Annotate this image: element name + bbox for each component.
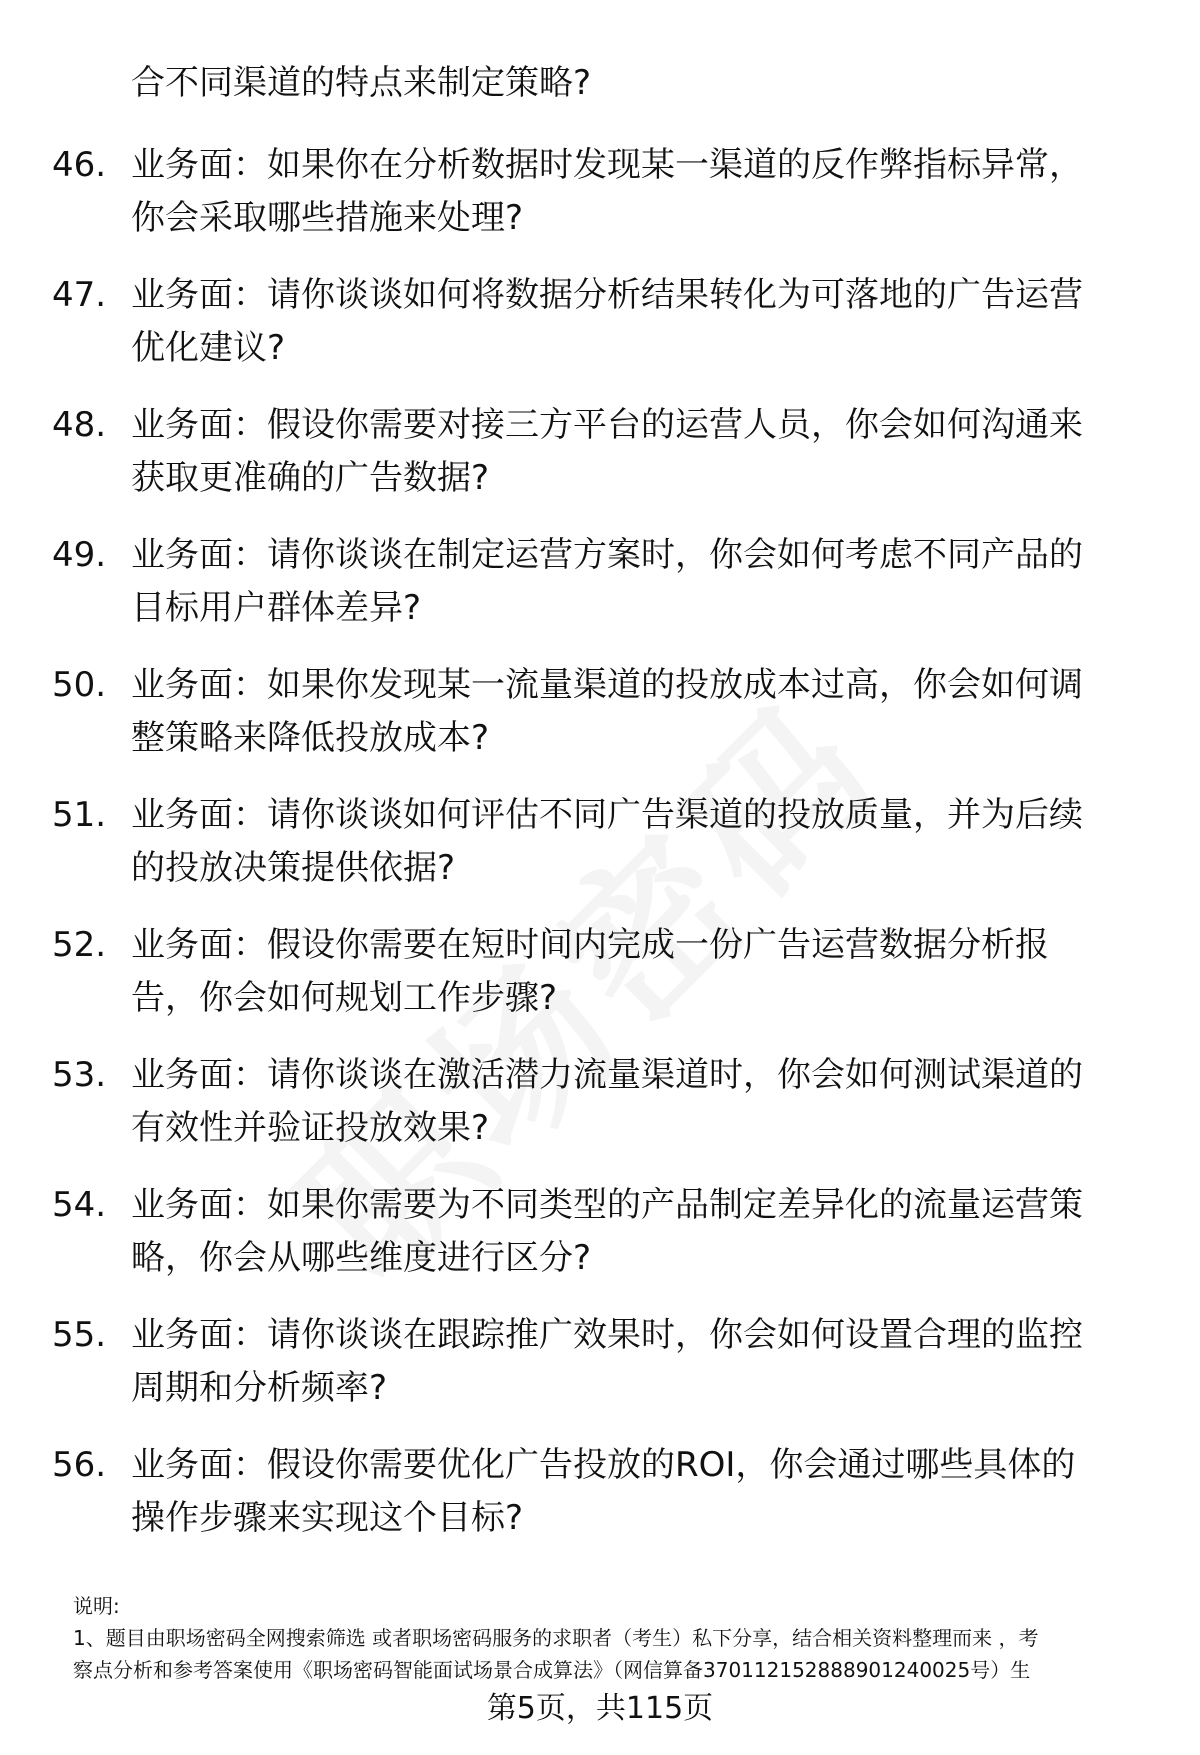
question-text-line: 周期和分析频率? (131, 1368, 388, 1408)
list-item (0, 1310, 1200, 1419)
list-item (0, 1180, 1200, 1289)
question-text-line: 告，你会如何规划工作步骤? (131, 978, 558, 1018)
page-number-footer: 第5页，共115页 (486, 1691, 714, 1726)
question-text-line: 目标用户群体差异? (131, 588, 422, 628)
question-number: 52. (52, 925, 107, 965)
notes-heading: 说明: (73, 1594, 120, 1618)
list-item (0, 660, 1200, 769)
question-number: 56. (52, 1445, 107, 1485)
question-number: 54. (52, 1185, 107, 1225)
question-number: 51. (52, 795, 107, 835)
question-number: 46. (52, 145, 107, 185)
question-text-line: 业务面：请你谈谈在激活潜力流量渠道时，你会如何测试渠道的 (131, 1055, 1083, 1095)
question-number: 53. (52, 1055, 107, 1095)
list-item (0, 1050, 1200, 1159)
question-text-line: 有效性并验证投放效果? (131, 1108, 490, 1148)
question-text-line: 业务面：假设你需要在短时间内完成一份广告运营数据分析报 (131, 925, 1049, 965)
notes-section (73, 1590, 1163, 1686)
list-item (0, 140, 1200, 249)
notes-line: 察点分析和参考答案使用《职场密码智能面试场景合成算法》（网信算备370112152888901240025号）生 (73, 1658, 1031, 1682)
question-text-line: 整策略来降低投放成本? (131, 718, 490, 758)
question-number: 50. (52, 665, 107, 705)
question-text-line: 业务面：请你谈谈如何将数据分析结果转化为可落地的广告运营 (131, 275, 1083, 315)
question-text-line: 业务面：请你谈谈如何评估不同广告渠道的投放质量，并为后续 (131, 795, 1083, 835)
question-text-line: 业务面：如果你需要为不同类型的产品制定差异化的流量运营策 (131, 1185, 1083, 1225)
list-item (0, 530, 1200, 639)
question-text-line: 业务面：假设你需要优化广告投放的ROI，你会通过哪些具体的 (131, 1445, 1076, 1485)
continuation-line: 合不同渠道的特点来制定策略? (131, 63, 592, 103)
question-text-line: 获取更准确的广告数据? (131, 458, 490, 498)
list-item (0, 270, 1200, 379)
question-number: 48. (52, 405, 107, 445)
question-text-line: 优化建议? (131, 328, 286, 368)
list-item (0, 920, 1200, 1029)
question-number: 47. (52, 275, 107, 315)
question-text-line: 业务面：如果你发现某一流量渠道的投放成本过高，你会如何调 (131, 665, 1083, 705)
question-text-line: 业务面：请你谈谈在制定运营方案时，你会如何考虑不同产品的 (131, 535, 1083, 575)
question-text-line: 业务面：如果你在分析数据时发现某一渠道的反作弊指标异常， (131, 145, 1083, 185)
list-item (0, 400, 1200, 509)
question-list (0, 140, 1200, 1570)
list-item (0, 1440, 1200, 1549)
question-number: 49. (52, 535, 107, 575)
question-text-line: 业务面：请你谈谈在跟踪推广效果时，你会如何设置合理的监控 (131, 1315, 1083, 1355)
question-text-line: 的投放决策提供依据? (131, 848, 456, 888)
notes-line: 1、题目由职场密码全网搜索筛选 或者职场密码服务的求职者（考生）私下分享，结合相关资料整理而来 ，考 (73, 1626, 1039, 1650)
question-text-line: 操作步骤来实现这个目标? (131, 1498, 524, 1538)
question-number: 55. (52, 1315, 107, 1355)
list-item (0, 790, 1200, 899)
question-text-line: 你会采取哪些措施来处理? (131, 198, 524, 238)
question-text-line: 业务面：假设你需要对接三方平台的运营人员，你会如何沟通来 (131, 405, 1083, 445)
question-text-line: 略，你会从哪些维度进行区分? (131, 1238, 592, 1278)
